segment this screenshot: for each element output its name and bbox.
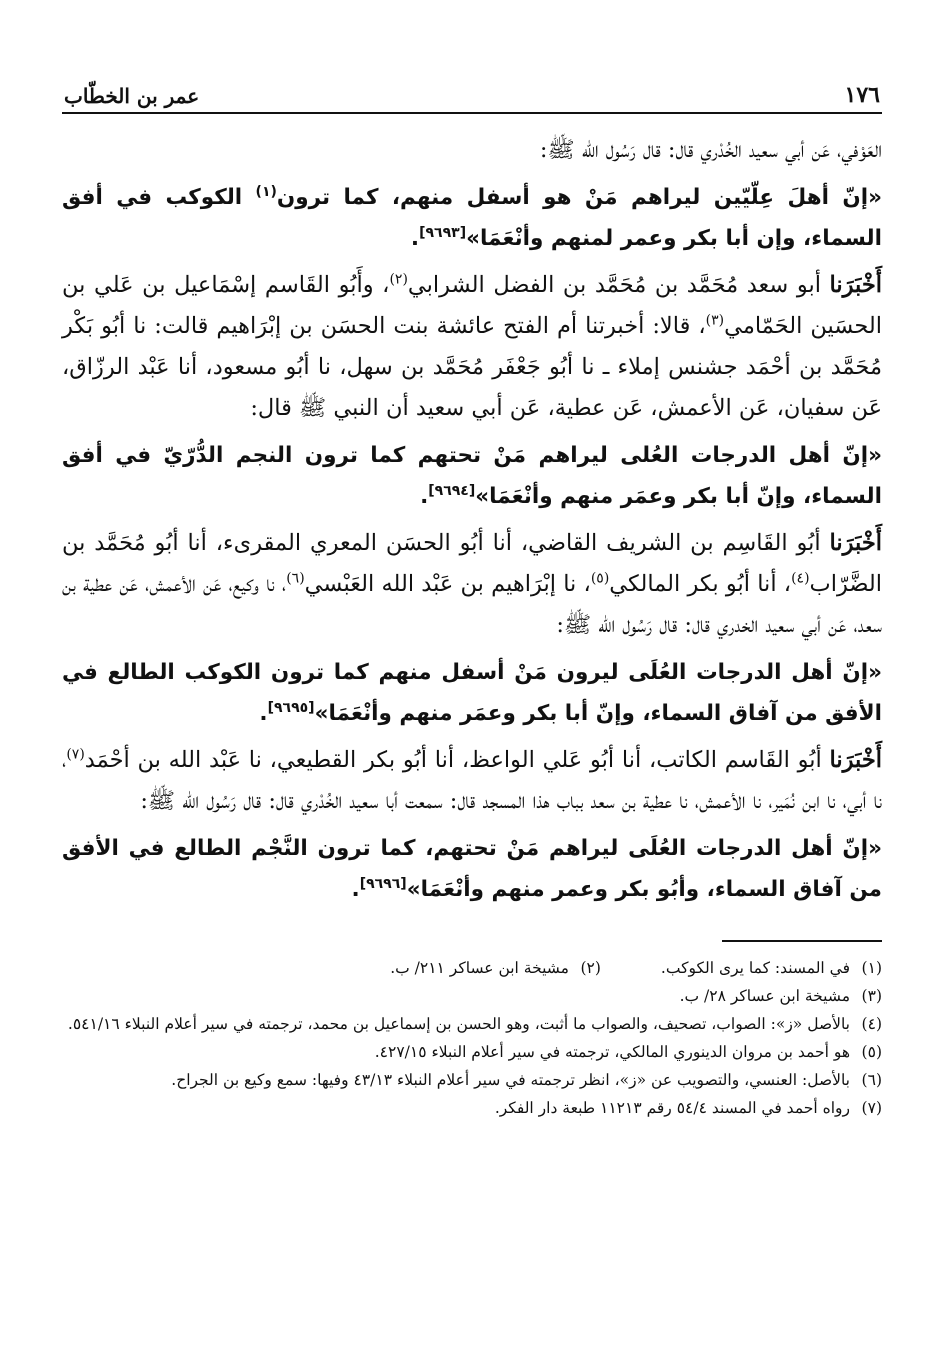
text-run: ، نا وكيع، عَن الأعمش، عَن عطية بن سعد، عَن أبي سعيد الخدري قال: قال رَسُول الله ﷺ: (62, 571, 882, 638)
isnad-paragraph (62, 740, 882, 822)
footnote-text: هو أحمد بن مروان الدينوري المالكي، ترجمته في سير أعلام النبلاء ٤٢٧/١٥. (374, 1043, 850, 1061)
hadith-text (62, 652, 882, 734)
footnote-reference: [٩٦٩٦] (359, 875, 407, 892)
page (62, 70, 882, 1122)
page-number: ١٧٦ (844, 82, 880, 108)
footnotes (62, 954, 882, 1122)
footnote-6 (62, 1066, 882, 1094)
footnote-text: مشيخة ابن عساكر ٢٨/ ب. (679, 987, 850, 1005)
footnote-text: بالأصل «ز»: الصواب، تصحيف، والصواب ما أثبت، وهو الحسن بن إسماعيل بن محمد، ترجمته في سير أعلام النبلاء ٥٤١/١٦. (67, 1015, 850, 1033)
hadith-text (62, 828, 882, 910)
footnote-1 (661, 954, 882, 982)
text-run: أبُو القَاسم الكاتب، أنا أبُو عَلي الواعظ، أنا أبُو بكر القطيعي، نا عَبْد الله بن أحْمَد (84, 747, 830, 773)
footnote-reference: (٧) (66, 746, 85, 763)
text-run: . (410, 226, 420, 251)
footnote-number: (٢) (580, 959, 601, 977)
footnote-text: مشيخة ابن عساكر ٢١١/ ب. (390, 959, 569, 977)
footnote-text: رواه أحمد في المسند ٥٤/٤ رقم ١١٢١٣ طبعة دار الفكر. (494, 1099, 850, 1117)
isnad-paragraph (62, 523, 882, 646)
text-run: ، أنا أبُو بكر المالكي (609, 571, 792, 597)
text-run: ، وأَبُو القَاسم إسْمَاعيل بن عَلي بن الحسَين الحَمّامي (62, 272, 882, 339)
text-run: الكوكب في أفق السماء، وإن أبا بكر وعمر لمنهم وأنْعَمَا» (62, 185, 882, 251)
isnad-paragraph (62, 130, 882, 171)
footnote-number: (٦) (861, 1071, 882, 1089)
transmission-keyword: أَخْبَرَنا (829, 272, 882, 298)
footnote-row (62, 954, 882, 982)
text-run: . (351, 877, 360, 902)
transmission-keyword: أَخْبَرَنا (829, 747, 882, 773)
footnote-reference: (٢) (389, 271, 408, 288)
hadith-text (62, 435, 882, 517)
footnote-separator (722, 940, 882, 942)
footnote-4 (62, 1010, 882, 1038)
footnote-number: (١) (861, 959, 882, 977)
footnote-2 (390, 954, 601, 982)
text-run: أبو سعد مُحَمَّد بن مُحَمَّد بن الفضل الشرابي (407, 272, 830, 298)
footnote-text: بالأصل: العنسي، والتصويب عن «ز»، انظر ترجمته في سير أعلام النبلاء ٤٣/١٣ وفيها: سمع وكيع بن الجراح. (171, 1071, 850, 1089)
text-run: «إنّ أهل الدرجات العُلَى ليرون مَنْ أسفل منهم كما ترون الكوكب الطالع في الأفق من آفاق السماء، وإنّ أبا بكر وعمَر منهم وأنْعَمَا» (62, 660, 882, 726)
footnote-5 (62, 1038, 882, 1066)
footnote-3 (62, 982, 882, 1010)
footnote-number: (٥) (861, 1043, 882, 1061)
footnote-reference: (٦) (286, 570, 305, 587)
text-run: ، نا أبي، نا ابن نُمَير، نا الأعمش، نا عطية بن سعد بباب هذا المسجد قال: سمعت أبا سعيد الخُدْري قال: قال رَسُول الله ﷺ: (62, 747, 882, 814)
footnote-text: في المسند: كما يرى الكوكب. (660, 959, 850, 977)
text-run: «إنّ أهل الدرجات العُلى ليراهم مَنْ تحتهم كما ترون النجم الدُّرّيّ في أفق السماء، وإنّ أبا بكر وعمَر منهم وأنْعَمَا» (62, 443, 882, 509)
footnote-reference: [٩٦٩٤] (428, 482, 476, 499)
footnote-reference: [٩٦٩٣] (419, 224, 467, 241)
running-title: عمر بن الخطّاب (64, 84, 200, 108)
transmission-keyword: أَخْبَرَنا (829, 530, 882, 556)
footnote-reference: [٩٦٩٥] (267, 699, 315, 716)
text-run: أبُو القَاسِم بن الشريف القاضي، أنا أبُو الحسَن المعري المقرىء، أنا أبُو مُحَمَّد بن الضَّرّاب (62, 530, 882, 597)
hadith-text (62, 177, 882, 259)
footnote-reference: (٥) (590, 570, 610, 587)
footnote-reference: (٤) (791, 570, 810, 587)
page-header (62, 70, 882, 114)
text-run: . (259, 701, 268, 726)
footnote-reference: (٣) (705, 312, 725, 329)
text-run: العَوْفي، عَن أبي سعيد الخُدْري قال: قال رَسُول الله ﷺ: (539, 137, 882, 163)
text-run: ، نا إبْرَاهيم بن عَبْد الله العَبْسي (304, 571, 591, 597)
footnote-number: (٤) (861, 1015, 882, 1033)
text-run: . (420, 484, 429, 509)
text-run: ، قالا: أخبرتنا أم الفتح عائشة بنت الحسَن بن إبْرَاهيم قالت: نا أبُو بَكْر مُحَمَّد بن أحْمَد جشنس إملاء ـ نا أبُو جَعْفَر مُحَمَّد بن سهل، نا أبُو مسعود، أنا عَبْد الرزّاق، عَن سفيان، عَن الأعمش، عَن عطية، عَن أبي سعيد أن النبي ﷺ قال: (62, 313, 882, 421)
footnote-number: (٧) (861, 1099, 882, 1117)
footnote-number: (٣) (861, 987, 882, 1005)
footnote-7 (62, 1094, 882, 1122)
text-run: «إنّ أهلَ عِلّيّين ليراهم مَنْ هو أسفل منهم، كما ترون (276, 185, 882, 210)
text-run: «إنّ أهل الدرجات العُلَى ليراهم مَنْ تحتهم، كما ترون النَّجْم الطالع في الأفق من آفاق السماء، وأبُو بكر وعمر منهم وأنْعَمَا» (62, 836, 882, 902)
main-text (62, 114, 882, 910)
isnad-paragraph (62, 265, 882, 429)
footnote-reference: (١) (255, 183, 277, 200)
